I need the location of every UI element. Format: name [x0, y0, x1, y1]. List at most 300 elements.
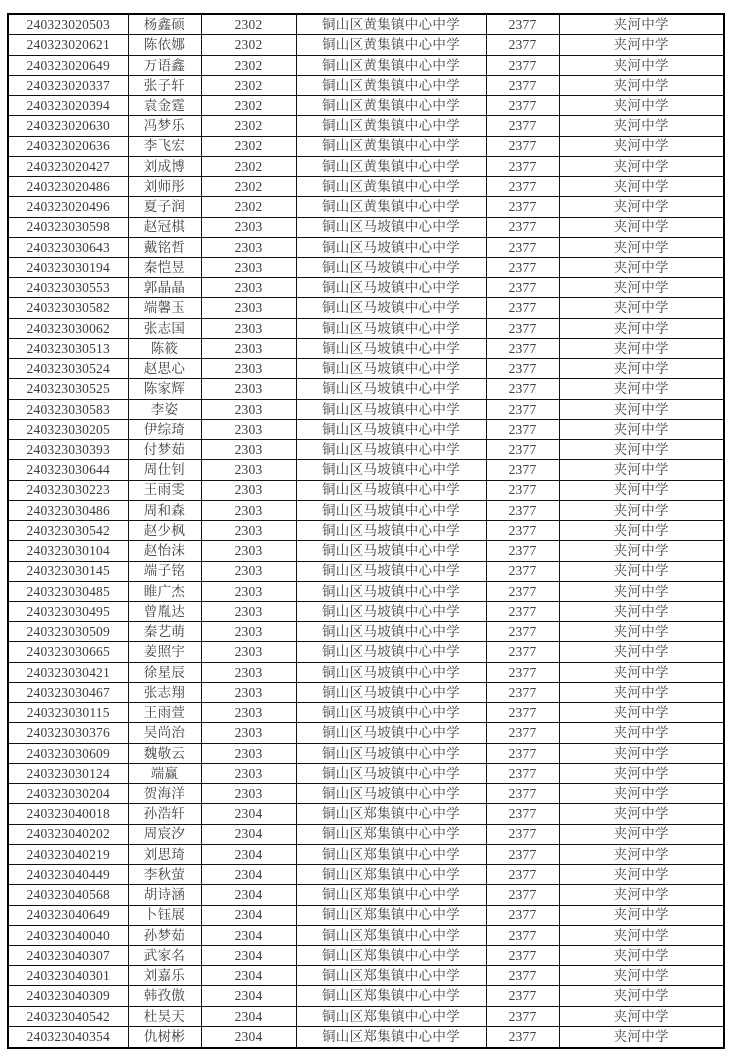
cell-school_name: 铜山区马坡镇中心中学 — [296, 338, 486, 358]
cell-student_name: 吴尚治 — [128, 723, 201, 743]
cell-school_name: 铜山区郑集镇中心中学 — [296, 824, 486, 844]
cell-dest_school_code: 2377 — [486, 723, 559, 743]
cell-student_name: 秦艺萌 — [128, 622, 201, 642]
student-assignment-table-container — [7, 13, 723, 1049]
cell-dest_school_name: 夹河中学 — [559, 258, 724, 278]
cell-student_name: 刘师彤 — [128, 177, 201, 197]
cell-student_id: 240323030553 — [8, 278, 128, 298]
cell-school_code: 2304 — [201, 945, 296, 965]
cell-student_id: 240323020486 — [8, 177, 128, 197]
cell-student_name: 卜钰展 — [128, 905, 201, 925]
cell-school_name: 铜山区郑集镇中心中学 — [296, 1006, 486, 1026]
cell-dest_school_name: 夹河中学 — [559, 177, 724, 197]
cell-student_name: 李秋萤 — [128, 865, 201, 885]
cell-student_id: 240323030145 — [8, 561, 128, 581]
cell-student_id: 240323030524 — [8, 359, 128, 379]
cell-school_code: 2302 — [201, 35, 296, 55]
cell-dest_school_code: 2377 — [486, 541, 559, 561]
cell-dest_school_name: 夹河中学 — [559, 379, 724, 399]
cell-student_id: 240323040040 — [8, 925, 128, 945]
cell-school_code: 2303 — [201, 217, 296, 237]
cell-student_name: 张志国 — [128, 318, 201, 338]
cell-dest_school_code: 2377 — [486, 743, 559, 763]
cell-school_name: 铜山区郑集镇中心中学 — [296, 1026, 486, 1048]
table-row — [8, 35, 724, 55]
table-row — [8, 460, 724, 480]
table-row — [8, 359, 724, 379]
cell-student_id: 240323040219 — [8, 844, 128, 864]
table-row — [8, 399, 724, 419]
cell-dest_school_name: 夹河中学 — [559, 318, 724, 338]
cell-school_code: 2302 — [201, 177, 296, 197]
table-row — [8, 338, 724, 358]
table-row — [8, 622, 724, 642]
cell-school_name: 铜山区马坡镇中心中学 — [296, 784, 486, 804]
cell-school_name: 铜山区郑集镇中心中学 — [296, 966, 486, 986]
table-row — [8, 237, 724, 257]
cell-student_name: 赵怡沫 — [128, 541, 201, 561]
cell-dest_school_name: 夹河中学 — [559, 197, 724, 217]
cell-school_name: 铜山区黄集镇中心中学 — [296, 35, 486, 55]
cell-dest_school_code: 2377 — [486, 359, 559, 379]
cell-dest_school_code: 2377 — [486, 136, 559, 156]
cell-school_name: 铜山区马坡镇中心中学 — [296, 298, 486, 318]
cell-student_id: 240323040309 — [8, 986, 128, 1006]
cell-school_code: 2304 — [201, 824, 296, 844]
cell-school_name: 铜山区马坡镇中心中学 — [296, 682, 486, 702]
cell-dest_school_code: 2377 — [486, 440, 559, 460]
table-row — [8, 75, 724, 95]
table-row — [8, 96, 724, 116]
cell-dest_school_code: 2377 — [486, 905, 559, 925]
cell-dest_school_name: 夹河中学 — [559, 298, 724, 318]
table-row — [8, 197, 724, 217]
cell-student_id: 240323030204 — [8, 784, 128, 804]
cell-student_id: 240323020337 — [8, 75, 128, 95]
cell-dest_school_code: 2377 — [486, 399, 559, 419]
cell-dest_school_name: 夹河中学 — [559, 945, 724, 965]
cell-dest_school_name: 夹河中学 — [559, 723, 724, 743]
cell-student_name: 万语鑫 — [128, 55, 201, 75]
cell-student_id: 240323030104 — [8, 541, 128, 561]
cell-school_name: 铜山区马坡镇中心中学 — [296, 258, 486, 278]
cell-dest_school_code: 2377 — [486, 581, 559, 601]
cell-student_id: 240323020496 — [8, 197, 128, 217]
table-row — [8, 824, 724, 844]
cell-school_name: 铜山区马坡镇中心中学 — [296, 521, 486, 541]
cell-student_name: 周宸汐 — [128, 824, 201, 844]
cell-dest_school_code: 2377 — [486, 844, 559, 864]
cell-school_code: 2303 — [201, 581, 296, 601]
cell-school_code: 2302 — [201, 116, 296, 136]
cell-dest_school_name: 夹河中学 — [559, 217, 724, 237]
cell-dest_school_code: 2377 — [486, 642, 559, 662]
cell-student_id: 240323030205 — [8, 419, 128, 439]
cell-dest_school_name: 夹河中学 — [559, 521, 724, 541]
cell-dest_school_code: 2377 — [486, 784, 559, 804]
cell-school_name: 铜山区黄集镇中心中学 — [296, 156, 486, 176]
table-row — [8, 662, 724, 682]
cell-dest_school_name: 夹河中学 — [559, 480, 724, 500]
cell-dest_school_name: 夹河中学 — [559, 55, 724, 75]
cell-student_id: 240323030194 — [8, 258, 128, 278]
table-row — [8, 521, 724, 541]
cell-dest_school_code: 2377 — [486, 521, 559, 541]
cell-school_name: 铜山区马坡镇中心中学 — [296, 581, 486, 601]
cell-dest_school_name: 夹河中学 — [559, 682, 724, 702]
student-table — [7, 13, 725, 1049]
cell-school_name: 铜山区郑集镇中心中学 — [296, 905, 486, 925]
cell-school_name: 铜山区马坡镇中心中学 — [296, 662, 486, 682]
cell-school_code: 2303 — [201, 440, 296, 460]
cell-school_code: 2303 — [201, 602, 296, 622]
cell-student_name: 陈家辉 — [128, 379, 201, 399]
cell-dest_school_name: 夹河中学 — [559, 865, 724, 885]
cell-dest_school_code: 2377 — [486, 14, 559, 35]
cell-school_code: 2303 — [201, 298, 296, 318]
cell-student_id: 240323030542 — [8, 521, 128, 541]
cell-student_name: 端子铭 — [128, 561, 201, 581]
cell-dest_school_code: 2377 — [486, 338, 559, 358]
cell-school_name: 铜山区马坡镇中心中学 — [296, 703, 486, 723]
cell-dest_school_code: 2377 — [486, 945, 559, 965]
student-table-body — [8, 14, 724, 1048]
cell-dest_school_name: 夹河中学 — [559, 824, 724, 844]
table-row — [8, 419, 724, 439]
cell-dest_school_code: 2377 — [486, 75, 559, 95]
table-row — [8, 966, 724, 986]
cell-school_code: 2303 — [201, 278, 296, 298]
cell-school_code: 2302 — [201, 136, 296, 156]
cell-school_name: 铜山区郑集镇中心中学 — [296, 844, 486, 864]
cell-student_id: 240323020427 — [8, 156, 128, 176]
cell-student_id: 240323030376 — [8, 723, 128, 743]
cell-student_id: 240323030609 — [8, 743, 128, 763]
cell-student_name: 徐星辰 — [128, 662, 201, 682]
cell-dest_school_name: 夹河中学 — [559, 440, 724, 460]
cell-school_code: 2303 — [201, 784, 296, 804]
cell-dest_school_name: 夹河中学 — [559, 804, 724, 824]
cell-student_id: 240323030467 — [8, 682, 128, 702]
cell-dest_school_code: 2377 — [486, 1006, 559, 1026]
cell-dest_school_code: 2377 — [486, 703, 559, 723]
cell-school_name: 铜山区马坡镇中心中学 — [296, 561, 486, 581]
cell-school_name: 铜山区马坡镇中心中学 — [296, 723, 486, 743]
cell-school_code: 2303 — [201, 723, 296, 743]
cell-school_name: 铜山区黄集镇中心中学 — [296, 116, 486, 136]
table-row — [8, 865, 724, 885]
cell-dest_school_code: 2377 — [486, 258, 559, 278]
cell-school_name: 铜山区马坡镇中心中学 — [296, 440, 486, 460]
cell-school_code: 2303 — [201, 359, 296, 379]
cell-student_id: 240323030485 — [8, 581, 128, 601]
cell-dest_school_name: 夹河中学 — [559, 75, 724, 95]
cell-dest_school_code: 2377 — [486, 966, 559, 986]
cell-school_name: 铜山区马坡镇中心中学 — [296, 359, 486, 379]
cell-school_name: 铜山区马坡镇中心中学 — [296, 500, 486, 520]
cell-student_name: 赵思心 — [128, 359, 201, 379]
cell-student_name: 张志翔 — [128, 682, 201, 702]
cell-student_id: 240323030115 — [8, 703, 128, 723]
cell-dest_school_name: 夹河中学 — [559, 96, 724, 116]
cell-school_code: 2303 — [201, 703, 296, 723]
cell-student_id: 240323030643 — [8, 237, 128, 257]
cell-student_name: 杜昊天 — [128, 1006, 201, 1026]
cell-dest_school_name: 夹河中学 — [559, 278, 724, 298]
cell-student_name: 王雨雯 — [128, 480, 201, 500]
cell-dest_school_code: 2377 — [486, 177, 559, 197]
cell-dest_school_name: 夹河中学 — [559, 460, 724, 480]
cell-school_name: 铜山区马坡镇中心中学 — [296, 379, 486, 399]
cell-student_name: 武家名 — [128, 945, 201, 965]
cell-school_code: 2304 — [201, 986, 296, 1006]
cell-school_name: 铜山区马坡镇中心中学 — [296, 622, 486, 642]
cell-school_code: 2304 — [201, 925, 296, 945]
cell-student_name: 周仕钊 — [128, 460, 201, 480]
cell-student_name: 张子轩 — [128, 75, 201, 95]
table-row — [8, 925, 724, 945]
cell-student_id: 240323040649 — [8, 905, 128, 925]
cell-dest_school_code: 2377 — [486, 925, 559, 945]
cell-dest_school_name: 夹河中学 — [559, 1026, 724, 1048]
cell-school_code: 2304 — [201, 905, 296, 925]
cell-dest_school_name: 夹河中学 — [559, 35, 724, 55]
cell-student_name: 王雨萱 — [128, 703, 201, 723]
table-row — [8, 14, 724, 35]
table-row — [8, 258, 724, 278]
cell-school_code: 2303 — [201, 500, 296, 520]
cell-student_name: 魏敬云 — [128, 743, 201, 763]
cell-student_id: 240323040542 — [8, 1006, 128, 1026]
cell-dest_school_name: 夹河中学 — [559, 541, 724, 561]
cell-dest_school_code: 2377 — [486, 197, 559, 217]
cell-school_name: 铜山区黄集镇中心中学 — [296, 96, 486, 116]
cell-school_code: 2304 — [201, 804, 296, 824]
table-row — [8, 703, 724, 723]
cell-school_name: 铜山区马坡镇中心中学 — [296, 541, 486, 561]
cell-student_id: 240323030525 — [8, 379, 128, 399]
cell-student_name: 赵少枫 — [128, 521, 201, 541]
cell-school_code: 2302 — [201, 197, 296, 217]
table-row — [8, 217, 724, 237]
cell-student_name: 周和森 — [128, 500, 201, 520]
cell-student_name: 睢广杰 — [128, 581, 201, 601]
cell-dest_school_code: 2377 — [486, 278, 559, 298]
table-row — [8, 278, 724, 298]
table-row — [8, 500, 724, 520]
cell-dest_school_name: 夹河中学 — [559, 925, 724, 945]
cell-school_name: 铜山区马坡镇中心中学 — [296, 399, 486, 419]
cell-dest_school_name: 夹河中学 — [559, 399, 724, 419]
table-row — [8, 379, 724, 399]
cell-school_code: 2302 — [201, 55, 296, 75]
cell-student_name: 袁金霆 — [128, 96, 201, 116]
cell-dest_school_name: 夹河中学 — [559, 905, 724, 925]
cell-dest_school_name: 夹河中学 — [559, 622, 724, 642]
cell-school_name: 铜山区马坡镇中心中学 — [296, 419, 486, 439]
cell-student_id: 240323030062 — [8, 318, 128, 338]
cell-student_id: 240323030665 — [8, 642, 128, 662]
table-row — [8, 581, 724, 601]
table-row — [8, 156, 724, 176]
cell-school_code: 2303 — [201, 258, 296, 278]
cell-dest_school_code: 2377 — [486, 318, 559, 338]
cell-student_name: 陈筱 — [128, 338, 201, 358]
cell-student_name: 曾胤达 — [128, 602, 201, 622]
cell-student_id: 240323040449 — [8, 865, 128, 885]
cell-student_id: 240323020394 — [8, 96, 128, 116]
table-row — [8, 763, 724, 783]
cell-student_id: 240323030421 — [8, 662, 128, 682]
cell-student_id: 240323020636 — [8, 136, 128, 156]
cell-dest_school_name: 夹河中学 — [559, 602, 724, 622]
table-row — [8, 642, 724, 662]
cell-school_code: 2304 — [201, 865, 296, 885]
cell-dest_school_name: 夹河中学 — [559, 116, 724, 136]
cell-dest_school_code: 2377 — [486, 35, 559, 55]
cell-dest_school_name: 夹河中学 — [559, 784, 724, 804]
cell-student_name: 陈依娜 — [128, 35, 201, 55]
cell-school_name: 铜山区马坡镇中心中学 — [296, 743, 486, 763]
cell-school_name: 铜山区马坡镇中心中学 — [296, 602, 486, 622]
cell-dest_school_code: 2377 — [486, 237, 559, 257]
table-row — [8, 55, 724, 75]
cell-student_name: 伊综琦 — [128, 419, 201, 439]
table-row — [8, 136, 724, 156]
cell-dest_school_name: 夹河中学 — [559, 359, 724, 379]
table-row — [8, 561, 724, 581]
cell-dest_school_name: 夹河中学 — [559, 642, 724, 662]
cell-student_id: 240323040202 — [8, 824, 128, 844]
cell-school_name: 铜山区马坡镇中心中学 — [296, 763, 486, 783]
cell-school_code: 2303 — [201, 743, 296, 763]
cell-student_id: 240323020630 — [8, 116, 128, 136]
table-row — [8, 885, 724, 905]
cell-student_id: 240323020621 — [8, 35, 128, 55]
cell-student_id: 240323040354 — [8, 1026, 128, 1048]
cell-school_code: 2303 — [201, 480, 296, 500]
cell-dest_school_name: 夹河中学 — [559, 561, 724, 581]
cell-dest_school_name: 夹河中学 — [559, 743, 724, 763]
cell-school_code: 2303 — [201, 763, 296, 783]
cell-school_name: 铜山区郑集镇中心中学 — [296, 945, 486, 965]
cell-dest_school_name: 夹河中学 — [559, 14, 724, 35]
cell-dest_school_code: 2377 — [486, 500, 559, 520]
cell-student_name: 冯梦乐 — [128, 116, 201, 136]
cell-dest_school_code: 2377 — [486, 885, 559, 905]
cell-school_name: 铜山区马坡镇中心中学 — [296, 460, 486, 480]
table-row — [8, 905, 724, 925]
table-row — [8, 844, 724, 864]
cell-school_code: 2303 — [201, 338, 296, 358]
cell-school_code: 2303 — [201, 318, 296, 338]
cell-school_name: 铜山区黄集镇中心中学 — [296, 75, 486, 95]
cell-student_id: 240323040568 — [8, 885, 128, 905]
cell-school_code: 2302 — [201, 156, 296, 176]
cell-dest_school_name: 夹河中学 — [559, 703, 724, 723]
table-row — [8, 1006, 724, 1026]
cell-dest_school_name: 夹河中学 — [559, 237, 724, 257]
cell-dest_school_name: 夹河中学 — [559, 763, 724, 783]
cell-school_code: 2303 — [201, 419, 296, 439]
table-row — [8, 945, 724, 965]
cell-student_id: 240323030124 — [8, 763, 128, 783]
cell-dest_school_code: 2377 — [486, 1026, 559, 1048]
cell-school_code: 2304 — [201, 1026, 296, 1048]
cell-student_name: 李姿 — [128, 399, 201, 419]
table-row — [8, 682, 724, 702]
cell-school_code: 2303 — [201, 662, 296, 682]
cell-school_code: 2303 — [201, 379, 296, 399]
cell-student_name: 郭晶晶 — [128, 278, 201, 298]
cell-student_name: 端馨玉 — [128, 298, 201, 318]
cell-dest_school_name: 夹河中学 — [559, 419, 724, 439]
cell-student_id: 240323030393 — [8, 440, 128, 460]
cell-student_name: 付梦茹 — [128, 440, 201, 460]
cell-school_name: 铜山区黄集镇中心中学 — [296, 14, 486, 35]
cell-student_id: 240323030598 — [8, 217, 128, 237]
table-row — [8, 602, 724, 622]
table-row — [8, 784, 724, 804]
cell-dest_school_code: 2377 — [486, 298, 559, 318]
cell-dest_school_code: 2377 — [486, 682, 559, 702]
cell-school_name: 铜山区黄集镇中心中学 — [296, 55, 486, 75]
cell-school_code: 2303 — [201, 399, 296, 419]
cell-dest_school_name: 夹河中学 — [559, 885, 724, 905]
cell-student_name: 李飞宏 — [128, 136, 201, 156]
cell-school_name: 铜山区黄集镇中心中学 — [296, 177, 486, 197]
table-row — [8, 1026, 724, 1048]
cell-dest_school_name: 夹河中学 — [559, 662, 724, 682]
cell-dest_school_name: 夹河中学 — [559, 966, 724, 986]
cell-student_name: 杨鑫硕 — [128, 14, 201, 35]
cell-dest_school_name: 夹河中学 — [559, 338, 724, 358]
cell-school_name: 铜山区郑集镇中心中学 — [296, 986, 486, 1006]
cell-student_id: 240323030509 — [8, 622, 128, 642]
cell-dest_school_code: 2377 — [486, 602, 559, 622]
cell-dest_school_code: 2377 — [486, 55, 559, 75]
cell-school_name: 铜山区马坡镇中心中学 — [296, 480, 486, 500]
cell-student_name: 赵冠棋 — [128, 217, 201, 237]
table-row — [8, 116, 724, 136]
cell-student_id: 240323030583 — [8, 399, 128, 419]
cell-dest_school_name: 夹河中学 — [559, 136, 724, 156]
cell-dest_school_name: 夹河中学 — [559, 156, 724, 176]
cell-dest_school_name: 夹河中学 — [559, 500, 724, 520]
cell-school_name: 铜山区郑集镇中心中学 — [296, 804, 486, 824]
table-row — [8, 986, 724, 1006]
cell-student_id: 240323030486 — [8, 500, 128, 520]
cell-student_name: 夏子润 — [128, 197, 201, 217]
cell-dest_school_code: 2377 — [486, 96, 559, 116]
cell-student_name: 韩孜傲 — [128, 986, 201, 1006]
cell-student_name: 贺海洋 — [128, 784, 201, 804]
table-row — [8, 723, 724, 743]
cell-school_name: 铜山区郑集镇中心中学 — [296, 885, 486, 905]
cell-school_name: 铜山区马坡镇中心中学 — [296, 217, 486, 237]
cell-student_name: 刘嘉乐 — [128, 966, 201, 986]
cell-school_code: 2303 — [201, 460, 296, 480]
table-row — [8, 480, 724, 500]
cell-school_name: 铜山区黄集镇中心中学 — [296, 197, 486, 217]
cell-school_code: 2302 — [201, 14, 296, 35]
cell-student_id: 240323030495 — [8, 602, 128, 622]
cell-student_id: 240323030223 — [8, 480, 128, 500]
cell-student_name: 孙浩轩 — [128, 804, 201, 824]
cell-student_id: 240323030644 — [8, 460, 128, 480]
cell-dest_school_name: 夹河中学 — [559, 844, 724, 864]
cell-student_name: 仇树彬 — [128, 1026, 201, 1048]
